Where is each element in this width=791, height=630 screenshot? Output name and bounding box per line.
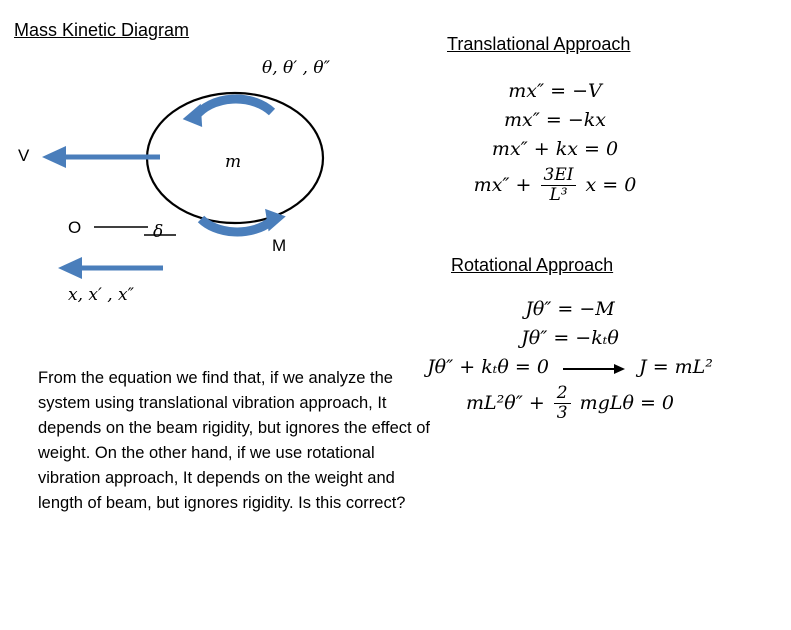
diagram-svg: [0, 0, 440, 330]
equation-text: Jθ″ + kₜθ = 0: [427, 356, 549, 378]
label-force-v: V: [18, 146, 30, 165]
fraction-denominator: L³: [541, 185, 577, 206]
equation-prefix: mx″ +: [473, 174, 532, 197]
fraction-numerator: 2: [556, 383, 568, 403]
label-delta: δ: [153, 222, 164, 242]
equation-line: mx″ = −V: [508, 80, 602, 102]
label-origin: O: [68, 218, 82, 237]
equation-result: J = mL²: [639, 356, 713, 378]
fraction: [554, 385, 571, 423]
label-displacement: x, x′ , x″: [68, 285, 134, 305]
equation-line: Jθ″ = −kₜθ: [521, 327, 619, 349]
equation-line: mx″ = −kx: [504, 109, 606, 131]
equation-suffix: mgLθ = 0: [579, 392, 674, 415]
equation-line-with-arrow: [400, 356, 740, 378]
label-theta: θ, θ′ , θ″: [262, 58, 330, 78]
equation-line: Jθ″ = −M: [525, 298, 615, 320]
rotation-arrow-top: [183, 99, 272, 127]
equation-line-fraction: [400, 167, 710, 205]
translational-equations: [400, 80, 710, 212]
explanation-paragraph: From the equation we find that, if we analyze the system using translational vibration approach, It depends on the beam rigidity, but ignores the effect of weight. On the other hand, if we use rotational vibration approach, It depends on the weight and length of beam, but ignores rigidity. Is this correct?: [38, 369, 430, 512]
force-arrow-v: [42, 146, 160, 168]
translational-approach-title: Translational Approach: [447, 34, 631, 54]
label-mass: m: [225, 152, 242, 172]
fraction: [541, 167, 577, 205]
equation-line-fraction: [400, 385, 740, 423]
equation-suffix: x = 0: [585, 174, 637, 197]
page-title: Mass Kinetic Diagram: [14, 20, 190, 40]
label-moment: M: [272, 236, 287, 255]
equation-prefix: mL²θ″ +: [466, 392, 545, 415]
delta-baseline: [94, 227, 176, 235]
rotational-equations: [400, 298, 740, 430]
mass-kinetic-diagram: [0, 0, 440, 330]
fraction-denominator: 3: [554, 403, 571, 424]
rotational-approach-title: Rotational Approach: [451, 255, 614, 275]
equation-line: mx″ + kx = 0: [491, 138, 619, 160]
fraction-numerator: 3EI: [543, 165, 574, 185]
implication-arrow-icon: [563, 362, 625, 374]
displacement-arrow-x: [58, 257, 163, 279]
